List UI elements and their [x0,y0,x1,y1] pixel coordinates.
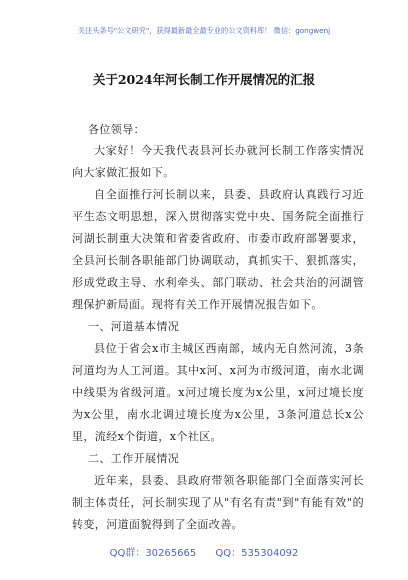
qq-number: QQ：535304092 [215,548,299,559]
section-heading-work-progress: 二、工作开展情况 [88,452,180,465]
qq-group-number: QQ群：30265665 [109,548,197,559]
salutation: 各位领导： [88,123,145,136]
document-title: 关于2024年河长制工作开展情况的汇报 [92,72,316,87]
contact-footer [0,544,408,559]
intro-paragraph: 自全面推行河长制以来，县委、县政府认真践行习近平生态文明思想，深入贯彻落实党中央、国务院全面推行河湖长制重大决策和省委省政府、市委市政府部署要求，全县河长制各职能部门协调联动，真抓实干、狠抓落实，形成党政主导、水利牵头、部门联动、社会共治的河湖管理保护新局面。现将有关工作开展情况报告如下。 [72,188,364,311]
opening-paragraph: 大家好！今天我代表县河长办就河长制工作落实情况向大家做汇报如下。 [72,144,364,179]
section-heading-river-overview: 一、河道基本情况 [88,320,180,333]
work-progress-paragraph: 近年来，县委、县政府带领各职能部门全面落实河长制主体责任，河长制实现了从"有名有责"到"有能有效"的转变，河道面貌得到了全面改善。 [72,474,364,531]
promo-header-notice: 关注头条号"公文研究"，获得最新最全最专业的公文资料库！ 微信：gongwenj [77,26,331,35]
river-overview-paragraph: 县位于省会x市主城区西南部，域内无自然河流，3条河道均为人工河道。其中x河、x河为市级河道，南水北调中线渠为省级河道。x河过境长度为x公里，x河过境长度为x公里，南水北调过境长度为x公里，3条河道总长x公里，流经x个街道，x个社区。 [72,342,364,443]
